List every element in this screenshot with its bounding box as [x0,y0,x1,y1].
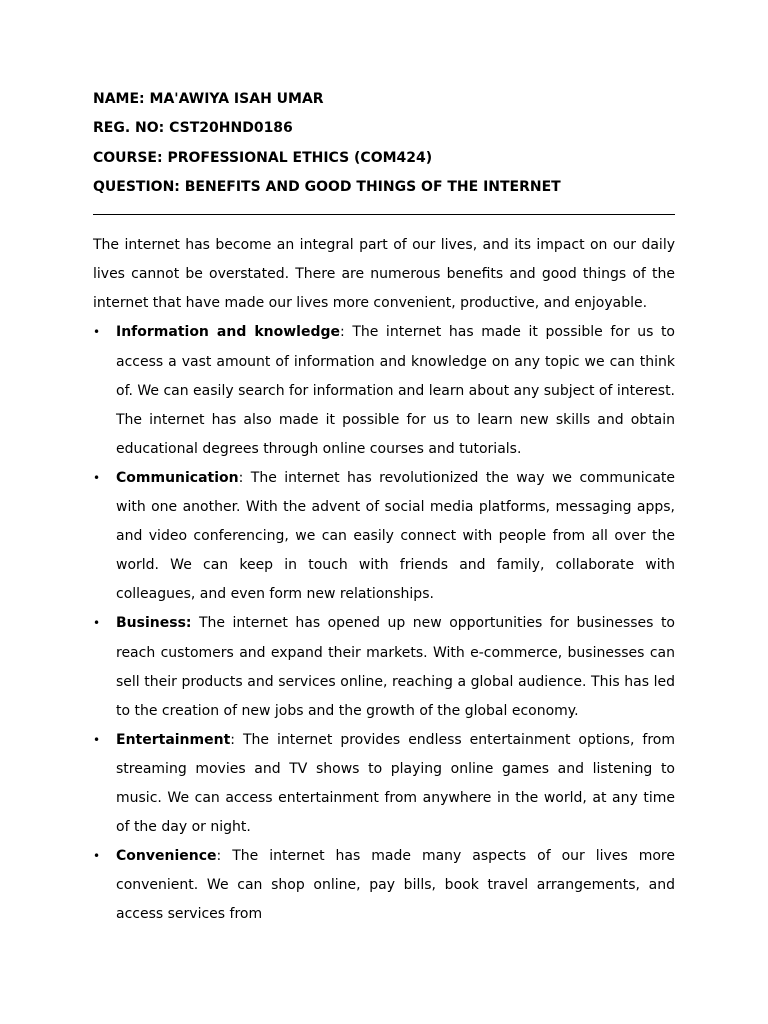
list-item-convenience [93,842,675,929]
bullet-icon: • [93,849,101,864]
bullet-term: Convenience [116,848,217,865]
list-item-business [93,609,675,725]
list-item-communication [93,464,675,609]
bullet-text: : The internet has revolutionized the way we communicate with one another. With the advent of social media platforms, messaging apps, and video conferencing, we can easily connect with people from all over the world. We can keep in touch with friends and family, collaborate with colleagues, and even form new relationships. [116,469,675,603]
list-item-entertainment [93,726,675,842]
student-name: NAME: MA'AWIYA ISAH UMAR [93,91,324,107]
bullet-icon: • [93,470,101,485]
course-title: COURSE: PROFESSIONAL ETHICS (COM424) [93,149,433,166]
document-page [93,85,675,929]
benefits-list [93,318,675,929]
bullet-term: Entertainment [116,731,231,748]
question-title: QUESTION: BENEFITS AND GOOD THINGS OF THE INTERNET [93,178,561,195]
horizontal-divider [93,214,675,215]
bullet-term: Communication [116,469,239,486]
bullet-text: : The internet has made it possible for us to access a vast amount of information and knowledge on any topic we can think of. We can easily search for information and learn about any subject of interest. The internet has also made it possible for us to learn new skills and obtain educational degrees through online courses and tutorials. [116,324,676,457]
registration-number: REG. NO: CST20HND0186 [93,120,293,137]
bullet-icon: • [93,732,101,747]
bullet-icon: • [93,616,101,631]
bullet-text: : The internet provides endless entertainment options, from streaming movies and TV shows to playing online games and listening to music. We can access entertainment from anywhere in the world, at any time of the day or night. [116,731,675,836]
list-item-information [93,318,675,463]
bullet-term: Information and knowledge [116,324,341,341]
bullet-text: The internet has opened up new opportunities for businesses to reach customers and expand their markets. With e-commerce, businesses can sell their products and services online, reaching a global audience. This has led to the creation of new jobs and the growth of the global economy. [116,615,675,719]
bullet-icon: • [93,325,101,340]
bullet-text: : The internet has made many aspects of our lives more convenient. We can shop online, pay bills, book travel arrangements, and access services from [116,848,675,923]
bullet-term: Business: [116,615,192,632]
intro-paragraph: The internet has become an integral part of our lives, and its impact on our daily lives cannot be overstated. There are numerous benefits and good things of the internet that have made our lives more convenient, productive, and enjoyable. [93,237,675,312]
